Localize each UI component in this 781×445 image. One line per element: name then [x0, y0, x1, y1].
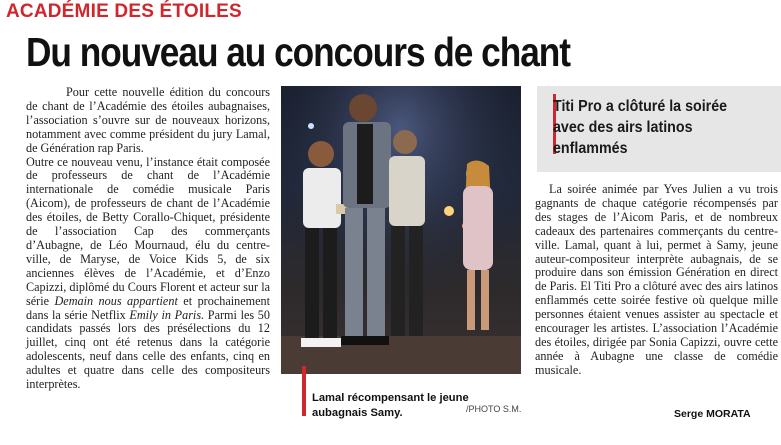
photo-credit: /PHOTO S.M. — [466, 404, 522, 414]
sidebar-body — [535, 183, 778, 378]
section-kicker: ACADÉMIE DES ÉTOILES — [6, 1, 242, 22]
article-body-left — [26, 86, 270, 392]
text-run: et prochainement dans la série Netflix — [26, 293, 270, 322]
stage-photo-illustration — [281, 86, 521, 374]
caption-accent-bar — [302, 366, 306, 416]
text-run: Outre ce nouveau venu, l’instance était composée de professeurs de chant de l’Académie internationale de comédie musicale Paris (Aicom), de professeurs de chant de l’Académie des étoiles, de Betty Corallo-Chiquet, présidente de l’association Cap des commerçants d’Aubagne, de Léo Mournaud, élu du centre-ville, de Maryse, de Voice Kids 5, de six anciennes élèves de l’Académie, et d’Enzo Capizzi, diplômé du Cours Florent et acteur sur la série — [26, 154, 270, 308]
sidebar-paragraph: La soirée animée par Yves Julien a vu trois gagnants de chaque catégorie récompensés par des stages de l’Aicom Paris, et de nombreux cadeaux des partenaires commerçants du centre-ville. Lamal, quant à lui, permet à Samy, jeune auteur-compositeur interprète aubagnais, de se produire dans son émission Génération en direct de Paris. El Titi Pro a clôturé avec des airs latinos enflammés cette soirée festive où quelque mille personnes étaient venues assister au spectacle et encourager les artistes. L’association l’Académie des étoiles, dirigée par Sonia Capizzi, ouvre cette année à Aubagne une classe de comédie musicale. — [535, 182, 778, 377]
show-title: Demain nous appartient — [54, 293, 178, 308]
article-paragraph: Pour cette nouvelle édition du concours de chant de l’Académie des étoiles aubagnaises, l’association s’ouvre sur de nouveaux horizons, notamment avec comme président du jury Lamal, de Génération rap Paris. — [26, 85, 270, 155]
headline: Du nouveau au concours de chant — [26, 29, 571, 75]
text-run: Parmi les 50 candidats passés lors des présélections du 12 juillet, cinq ont été retenus dans la catégorie adolescents, neuf dans celle des enfants, cinq en adultes et quatre dans celle des compositeurs interprètes. — [26, 307, 270, 392]
show-title: Emily in Paris. — [129, 307, 205, 322]
photo-caption: Lamal récompensant le jeune aubagnais Samy. — [312, 392, 469, 419]
concert-photo — [281, 86, 521, 374]
author-signature: Serge MORATA — [674, 408, 751, 420]
article-paragraph — [26, 156, 270, 392]
sidebar-title: Titi Pro a clôturé la soirée avec des airs latinos enflammés — [553, 98, 728, 157]
